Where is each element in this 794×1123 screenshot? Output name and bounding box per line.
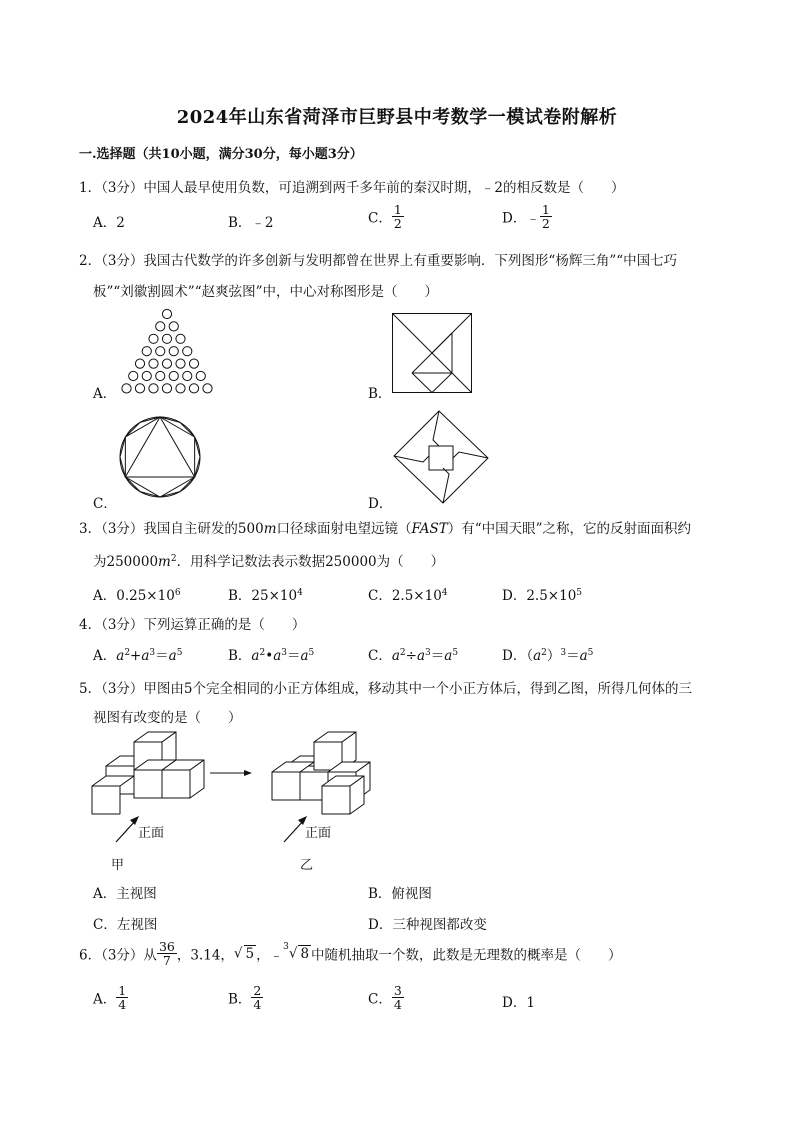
question-2-line-2: 板”“刘徽割圆术”“赵爽弦图”中，中心对称图形是（ ） [93, 284, 439, 300]
q6-prefix: 6．（3分）从 [79, 947, 157, 964]
q3-option-b [228, 584, 303, 604]
yanghui-circle [122, 384, 131, 393]
yanghui-circle [169, 371, 178, 380]
question-5-line-2: 视图有改变的是（ ） [93, 710, 242, 726]
yanghui-circle [129, 371, 138, 380]
yanghui-circle [156, 347, 165, 356]
q6-option-b [228, 984, 263, 1011]
q6-c-fraction [392, 984, 404, 1011]
yanghui-circle [162, 334, 171, 343]
q4-c-op: ÷ [405, 648, 417, 664]
q6-mid2: ，﹣ [256, 947, 284, 964]
q4-c-var2: a [416, 648, 426, 664]
yanghui-circle [176, 334, 185, 343]
yanghui-circle [149, 384, 158, 393]
front-label-yi: 正面 [305, 826, 332, 841]
q4-a-exp2: 3 [149, 648, 156, 658]
q1-d-numerator: 1 [541, 202, 550, 217]
q4-c-eq: ＝ [430, 648, 445, 664]
yanghui-circle [162, 359, 171, 368]
q2-option-a-label: A． [93, 386, 117, 402]
yanghui-circle [169, 322, 178, 331]
yanghui-circle [149, 334, 158, 343]
question-3-line-1 [79, 517, 691, 537]
q3-a-base: A．0.25×10 [93, 588, 175, 604]
arrow-right-icon [210, 768, 252, 778]
yanghui-circle [169, 347, 178, 356]
q6-option-c [368, 984, 404, 1011]
q3-a-exp: 6 [174, 588, 181, 598]
q4-b-label: B． [228, 648, 252, 664]
q3-l1-a: 3．（3分）我国自主研发的500 [79, 521, 264, 537]
q1-option-d-label: D． [502, 210, 527, 227]
q4-d-var: a [533, 648, 542, 664]
q2-option-c-label: C． [93, 496, 117, 512]
front-arrow-jia [114, 814, 140, 844]
q3-c-base: C．2.5×10 [368, 588, 442, 604]
yanghui-circle [135, 359, 144, 368]
q1-d-sign: ﹣ [526, 210, 540, 227]
q3-l1-b: 口径球面射电望远镜（ [276, 521, 412, 537]
q4-c-exp3: 5 [452, 648, 459, 658]
q6-b-denominator: 4 [253, 997, 262, 1013]
yanghui-triangle-figure [114, 308, 220, 396]
q1-d-denominator: 2 [541, 216, 550, 232]
q3-l2-b: ．用科学记数法表示数据250000为（ ） [176, 554, 445, 570]
yanghui-circle [156, 371, 165, 380]
q3-l2-m: m [158, 554, 171, 570]
q4-b-var: a [251, 648, 260, 664]
q3-b-base: B．25×10 [228, 588, 298, 604]
front-label-jia: 正面 [138, 826, 165, 841]
q5-option-d: D．三种视图都改变 [368, 917, 487, 933]
q4-b-exp1: 2 [259, 648, 266, 658]
q6-b-fraction [251, 984, 263, 1011]
q4-a-label: A． [93, 648, 117, 664]
q6-option-d: D．1 [502, 995, 535, 1011]
q4-c-label: C． [368, 648, 392, 664]
tangram-svg [392, 313, 472, 393]
q4-a-var: a [116, 648, 125, 664]
zhaoshuang-svg [393, 410, 489, 504]
yanghui-circle [196, 371, 205, 380]
q4-a-op: + [130, 648, 142, 664]
q6-b-label: B． [228, 991, 252, 1008]
zhaoshuang-figure [393, 410, 489, 504]
q3-option-a [93, 584, 181, 604]
q4-option-b [228, 644, 314, 664]
cubes-figure-yi [272, 732, 382, 814]
q1-option-c-fraction [392, 203, 404, 230]
q4-a-var3: a [168, 648, 177, 664]
question-4-stem: 4．（3分）下列运算正确的是（ ） [79, 617, 306, 633]
q6-cbrt-value: 8 [300, 946, 310, 963]
q4-option-a [93, 644, 182, 664]
arrow-up-right-icon [114, 814, 140, 844]
q6-fraction [157, 940, 177, 967]
cubes-figure-jia [92, 732, 202, 814]
q6-option-a [93, 984, 128, 1011]
liuhui-hexagon [125, 417, 194, 497]
q4-b-exp3: 5 [308, 648, 315, 658]
q6-cbrt-symbol: √ [288, 945, 298, 962]
q3-l1-m: m [263, 521, 277, 537]
figure-yi-caption: 乙 [300, 858, 314, 873]
q4-d-label: D． [502, 648, 527, 664]
q4-option-c [368, 644, 458, 664]
q3-l2-exp: 2 [170, 554, 177, 564]
q6-a-numerator: 1 [118, 983, 127, 998]
q6-mid1: ，3.14， [176, 947, 234, 964]
question-1-stem: 1．（3分）中国人最早使用负数，可追溯到两千多年前的秦汉时期，﹣2的相反数是（ ） [79, 180, 625, 196]
q3-l1-c: ）有“中国天眼”之称，它的反射面面积约 [447, 521, 692, 537]
q6-a-fraction [116, 984, 128, 1011]
q4-b-eq: ＝ [286, 648, 301, 664]
q4-c-var3: a [444, 648, 453, 664]
cubes-jia-svg [92, 732, 202, 814]
q1-option-d-fraction [540, 203, 552, 230]
q4-d-rparen: ） [546, 648, 561, 664]
yanghui-circle [183, 371, 192, 380]
q4-d-exp3: 5 [587, 648, 594, 658]
q6-b-numerator: 2 [253, 983, 262, 998]
q1-c-denominator: 2 [393, 216, 402, 232]
liuhui-circle-svg [116, 413, 204, 501]
q3-l1-fast: FAST [411, 521, 448, 537]
q4-a-var2: a [141, 648, 150, 664]
figure-jia-caption: 甲 [111, 858, 125, 873]
q2-option-b-label: B． [368, 386, 392, 402]
yanghui-circle [203, 384, 212, 393]
q6-c-denominator: 4 [393, 997, 402, 1013]
q6-sqrt-symbol: √ [233, 945, 243, 962]
q6-sqrt-value: 5 [245, 946, 255, 963]
question-3-line-2 [93, 550, 444, 570]
q4-a-eq: ＝ [155, 648, 169, 664]
q4-a-exp3: 5 [176, 648, 183, 658]
q3-option-c [368, 584, 448, 604]
q4-option-d [502, 644, 593, 664]
yanghui-circle [142, 347, 151, 356]
yanghui-circle [189, 359, 198, 368]
q5-option-b: B．俯视图 [368, 886, 432, 902]
liuhui-circle-figure [116, 413, 204, 501]
q3-d-base: D．2.5×10 [502, 588, 577, 604]
liuhui-circle [120, 417, 200, 497]
question-6-stem [79, 940, 622, 967]
yanghui-circle [162, 384, 171, 393]
section-heading: 一.选择题（共10小题，满分30分，每小题3分） [79, 147, 363, 162]
q6-suffix: 中随机抽取一个数，此数是无理数的概率是（ ） [311, 947, 622, 964]
yanghui-circle [142, 371, 151, 380]
yanghui-circle [183, 347, 192, 356]
q4-d-exp1: 2 [541, 648, 547, 658]
q1-option-c-label: C． [368, 210, 392, 227]
q4-b-exp2: 3 [281, 648, 287, 658]
q4-d-exp2: 3 [560, 648, 567, 658]
q1-c-numerator: 1 [393, 202, 402, 217]
tangram-figure [392, 313, 472, 393]
q4-d-lparen: （ [526, 648, 534, 664]
q3-d-exp: 5 [576, 588, 583, 598]
q1-option-a: A．2 [93, 215, 125, 231]
q4-d-eq: ＝ [566, 648, 580, 664]
q4-b-op: • [265, 648, 274, 664]
yanghui-triangle-svg [114, 308, 220, 396]
q6-cbrt-index: 3 [283, 942, 289, 953]
q3-b-exp: 4 [297, 588, 303, 598]
q1-option-c [368, 203, 404, 230]
q3-option-d [502, 584, 582, 604]
yanghui-circle [162, 309, 171, 318]
q4-a-exp1: 2 [124, 648, 131, 658]
q2-option-d-label: D． [368, 496, 393, 512]
yanghui-circle [176, 384, 185, 393]
q3-l2-a: 为250000 [93, 554, 159, 570]
q5-option-a: A．主视图 [93, 886, 157, 902]
q1-option-d [502, 203, 552, 230]
yanghui-circle [189, 384, 198, 393]
q4-b-var3: a [300, 648, 309, 664]
yanghui-circle [149, 359, 158, 368]
page-title: 2024年山东省菏泽市巨野县中考数学一模试卷附解析 [176, 107, 618, 128]
cubes-yi-svg [272, 732, 382, 814]
q6-c-numerator: 3 [393, 983, 402, 998]
q4-c-var: a [391, 648, 400, 664]
transform-arrow [210, 768, 252, 778]
yanghui-circle [135, 384, 144, 393]
question-2-line-1: 2．（3分）我国古代数学的许多创新与发明都曾在世界上有重要影响．下列图形“杨辉三角”“中国七巧 [79, 253, 678, 269]
q4-c-exp1: 2 [399, 648, 406, 658]
q3-c-exp: 4 [441, 588, 448, 598]
q6-a-label: A． [93, 991, 117, 1008]
q4-b-var2: a [273, 648, 282, 664]
q4-c-exp2: 3 [425, 648, 431, 658]
q6-f-denominator: 7 [162, 953, 171, 969]
yanghui-circle [156, 322, 165, 331]
yanghui-circle [176, 359, 185, 368]
q6-a-denominator: 4 [118, 997, 127, 1013]
q4-d-var3: a [579, 648, 588, 664]
q6-f-numerator: 36 [158, 939, 175, 954]
q1-option-b: B．﹣2 [228, 215, 274, 231]
q6-c-label: C． [368, 991, 392, 1008]
question-5-line-1: 5．（3分）甲图由5个完全相同的小正方体组成，移动其中一个小正方体后，得到乙图，所得几何体的三 [79, 681, 693, 697]
q5-option-c: C．左视图 [93, 917, 158, 933]
